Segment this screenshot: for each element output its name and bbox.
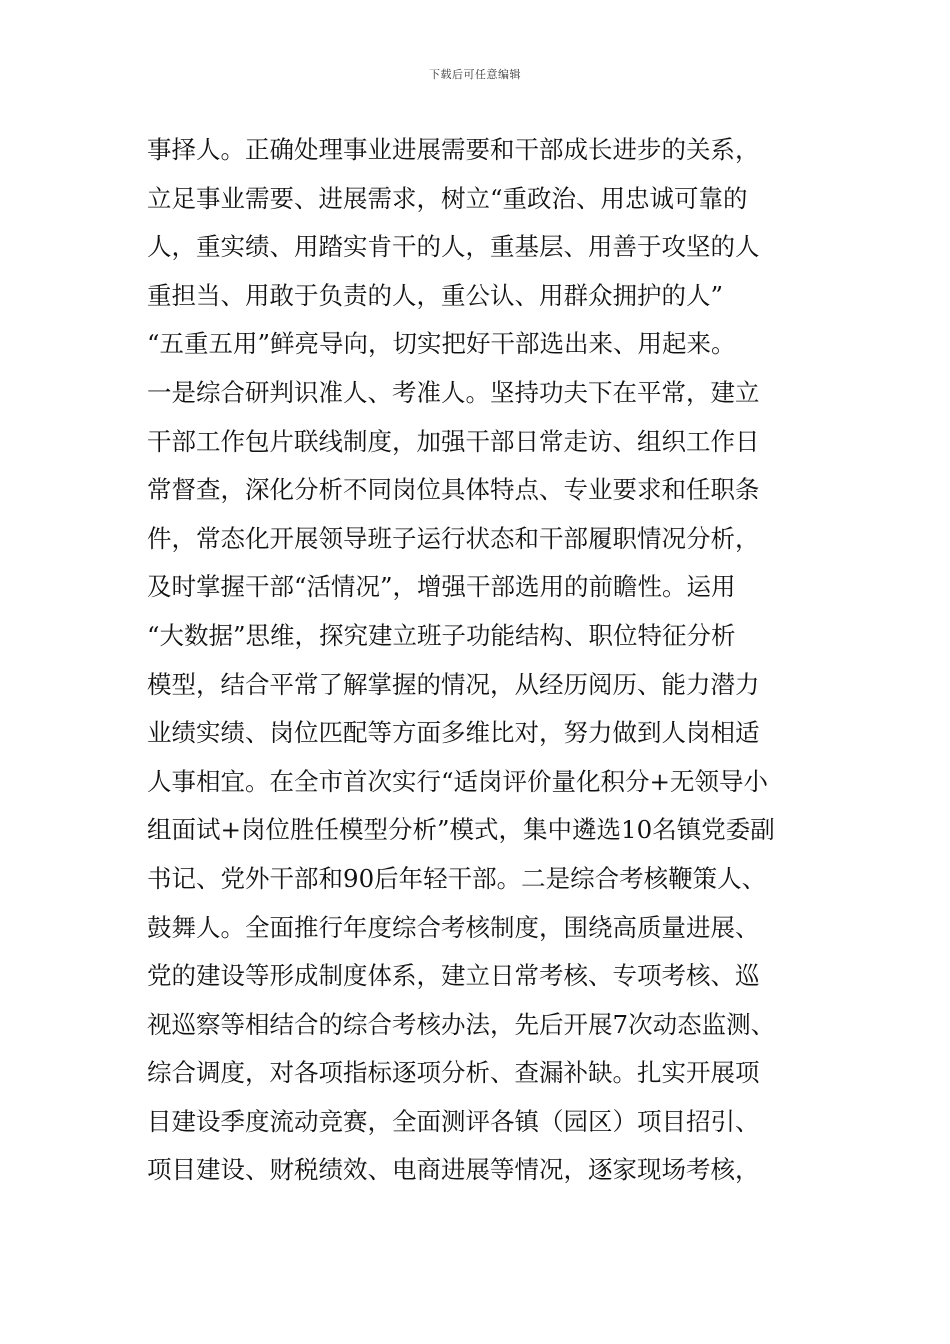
text-line: 视巡察等相结合的综合考核办法，先后开展7次动态监测、 xyxy=(147,1009,776,1039)
text-line: 书记、党外干部和90后年轻干部。二是综合考核鞭策人、 xyxy=(147,863,767,893)
page-header-note: 下载后可任意编辑 xyxy=(429,68,521,81)
text-line: 鼓舞人。全面推行年度综合考核制度，围绕高质量进展、 xyxy=(147,912,760,942)
text-line: 人事相宜。在全市首次实行“适岗评价量化积分+无领导小 xyxy=(147,766,769,796)
text-line: 重担当、用敢于负责的人，重公认、用群众拥护的人” xyxy=(147,280,724,310)
text-line: 件，常态化开展领导班子运行状态和干部履职情况分析， xyxy=(147,523,760,553)
text-line: 立足事业需要、进展需求，树立“重政治、用忠诚可靠的 xyxy=(147,183,748,213)
text-line: 目建设季度流动竞赛，全面测评各镇（园区）项目招引、 xyxy=(147,1106,760,1136)
text-line: 及时掌握干部“活情况”，增强干部选用的前瞻性。运用 xyxy=(147,572,736,602)
text-line: 业绩实绩、岗位匹配等方面多维比对，努力做到人岗相适 xyxy=(147,718,760,748)
text-line: “大数据”思维，探究建立班子功能结构、职位特征分析 xyxy=(147,620,736,650)
text-line: 干部工作包片联线制度，加强干部日常走访、组织工作日 xyxy=(147,426,760,456)
text-line: 人，重实绩、用踏实肯干的人，重基层、用善于攻坚的人 xyxy=(147,232,760,262)
text-line: 一是综合研判识准人、考准人。坚持功夫下在平常，建立 xyxy=(147,377,760,407)
text-line: 组面试+岗位胜任模型分析”模式，集中遴选10名镇党委副 xyxy=(147,815,775,845)
text-line: 项目建设、财税绩效、电商进展等情况，逐家现场考核， xyxy=(147,1155,760,1185)
text-line: “五重五用”鲜亮导向，切实把好干部选出来、用起来。 xyxy=(147,329,736,359)
text-line: 模型，结合平常了解掌握的情况，从经历阅历、能力潜力 xyxy=(147,669,760,699)
document-body xyxy=(147,126,827,1195)
text-line: 事择人。正确处理事业进展需要和干部成长进步的关系， xyxy=(147,135,760,164)
text-line: 党的建设等形成制度体系，建立日常考核、专项考核、巡 xyxy=(147,961,760,991)
text-line: 综合调度，对各项指标逐项分析、查漏补缺。扎实开展项 xyxy=(147,1058,760,1088)
text-line: 常督查，深化分析不同岗位具体特点、专业要求和任职条 xyxy=(147,475,760,505)
